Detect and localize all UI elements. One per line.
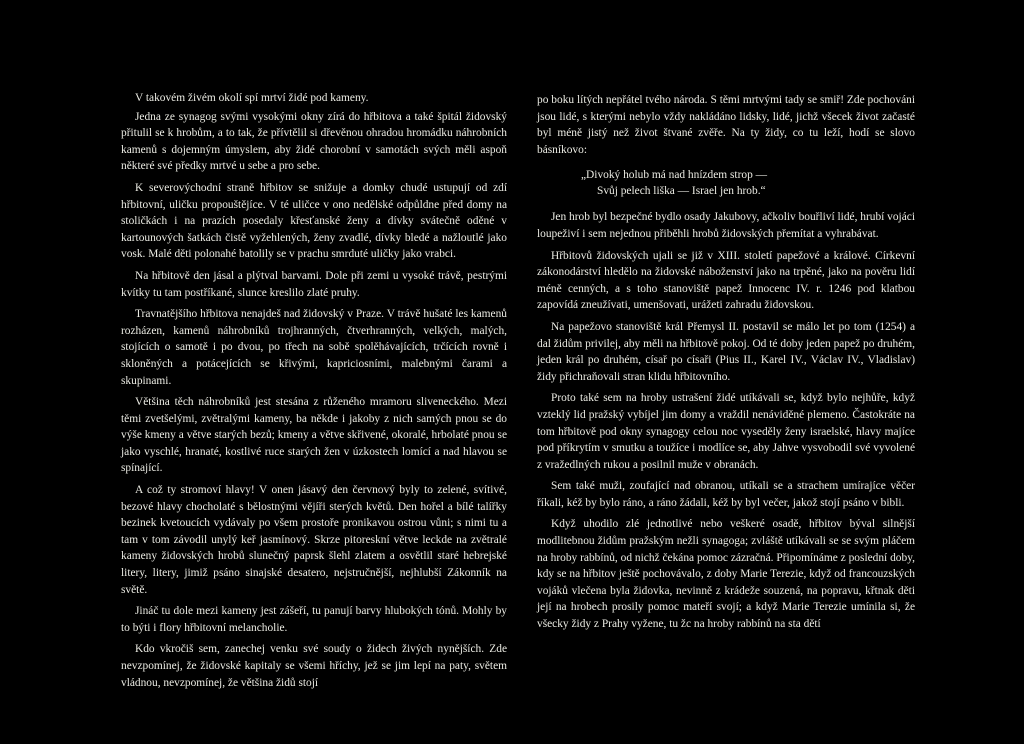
left-page-text: [121, 90, 507, 696]
left-paragraph-8: Jináč tu dole mezi kameny jest zášeří, tu panují barvy hlubokých tónů. Mohly by to býti i flory hřbitovní melancholie.: [121, 605, 507, 634]
right-paragraph-3: Na papežovo stanoviště král Přemysl II. postavil se málo let po tom (1254) a dal židům privilej, aby měli na hřbitově pokoj. Od té doby jeden papež po druhém, jeden král po druhém, císař po císaři (Pius II., Karel IV., Václav IV., Vladislav) židy přichraňovali stran klidu hřbitovního.: [537, 320, 915, 383]
left-paragraph-5: Travnatějšího hřbitova nenajdeš nad židovský v Praze. V trávě hušaté les kamenů rozházen, kamenů náhrobníků trojhranných, čtverhranných, velkých, malých, stojících o samotě i po dvou, po třech na sobě spolěhávajících, trčících rovně i skloněných a potácejících se křivými, kapriciosními, malebnými čarami a skupinami.: [121, 308, 507, 387]
right-paragraph-6: Když uhodilo zlé jednotlivé nebo veškeré osadě, hřbitov býval silnější modlitebnou židům pražským nežli synagoga; zvláště utíkávali se se svým pláčem na hroby rabbínů, od nichž čekána pomoc zázračná. Připomínáme z poslední doby, kdy se na hřbitov ještě pochovávalo, z doby Marie Terezie, když od francouzských vojáků vlečena byla židovka, nevinně z krádeže souzená, na popravu, křtnak děti její na hrobech prosily pomoc mateří svojí; a když Marie Terezie umínila si, že všecky židy z Prahy vyžene, tu žc na hroby rabbínů na sta dětí: [537, 518, 915, 631]
left-paragraph-6: Většina těch náhrobníků jest stesána z růženého mramoru sliveneckého. Mezi těmi zvetšelými, zvětralými kameny, ba někde i jakoby z nich samých pnou se do výše kmeny a větve starých bezů; kmeny a větve skřivené, okoralé, hrbolaté pnou se jako vyschlé, hranaté, kostlivé ruce starých žen v úzkostech lomící a nad hlavou se spínající.: [121, 396, 507, 475]
left-paragraph-3: K severovýchodní straně hřbitov se snižuje a domky chudé ustupují od zdí hřbitovní, uličku propouštějíce. V té uličce v ono nedělské odpůldne před domy na stoličkách i na prazích posedaly křesťanské ženy a dívky svátečně oděné v kartounových šatkách čistě vyžehlených, ženy zvadlé, dívky bledé a nažloutlé jako vosk. Malé děti polonahé batolily se v prachu smrduté uličky jako vrabci.: [121, 181, 507, 261]
right-paragraph-2: Hřbitovů židovských ujali se již v XIII. století papežové a králové. Církevní zákonodárství hledělo na židovské náboženství jako na trpěné, jako na pověru lidí méně cenných, a s toho stanoviště papež Innocenc IV. r. 1246 pod klatbou zapovídá zneužívati, umenšovati, urážeti zahradu židovskou.: [537, 249, 915, 312]
poem-quote: [537, 167, 915, 199]
left-paragraph-7: A což ty stromoví hlavy! V onen jásavý den červnový byly to zelené, svítivé, bezové hlavy chocholaté s bělostnými vějíři sterých květů. Den hořel a bílé talířky bezinek kvetoucích vydávaly po všem prostoře pronikavou ostrou vůni; s nimi tu a tam v tom závodil unylý keř jasmínový. Skrze pitoreskní větve leckde na zvětralé kameny židovských hrobů slunečný paprsk šlehl zlatem a osvětlil staré hebrejské litery, litery, jimiž psáno sinajské desatero, nejstručnější, nejhlubší Zákonník na světě.: [121, 484, 507, 596]
left-paragraph-2: Jedna ze synagog svými vysokými okny zírá do hřbitova a také špitál židovský přitulil se k hrobům, a to tak, že přívtělil si dřevěnou ohradou hromádku náhrobních kamenů s dojemným úmyslem, aby židé chorobní v samotách svých měli aspoň některé své předky mrtvé u sebe a pro sebe.: [121, 110, 507, 173]
right-intro-paragraph: po boku lítých nepřátel tvého národa. S těmi mrtvými tady se smiř! Zde pochováni jsou lidé, s kterými nebylo vždy nakládáno lidsky, lidé, jichž všecek život začasté byl méně jistý než život štvané zvěře. Na ty židy, co tu leží, hodí se slovo básníkovo:: [537, 94, 915, 156]
left-paragraph-1: V takovém živém okolí spí mrtví židé pod kameny.: [135, 92, 369, 104]
right-paragraph-5: Sem také muži, zoufající nad obranou, utíkali se a strachem umírajíce věčer říkali, kéž by bylo ráno, a ráno žádali, kéž by byl večer, jakož stojí psáno v bibli.: [537, 480, 915, 509]
poem-line-1: „Divoký holub má nad hnízdem strop —: [581, 169, 768, 182]
right-page-text: [537, 92, 915, 638]
poem-line-2: Svůj pelech liška — Israel jen hrob.“: [597, 185, 766, 198]
right-paragraph-1: Jen hrob byl bezpečné bydlo osady Jakubovy, ačkoliv bouřliví lidé, hrubí vojáci loupeživí i sem nejednou přiběhli hrobů židovských přemítat a vyhrabávat.: [537, 211, 915, 240]
right-paragraph-4: Proto také sem na hroby ustrašení židé utíkávali se, když bylo nejhůře, když vzteklý lid pražský vybíjel jim domy a vraždil nenáviděné plemeno. Častokráte na tom hřbitově pod okny synagogy celou noc vyseděly ženy israelské, hlavy majíce pod příkrytím v smutku a toužíce i modlíce se, aby Jahve vysvobodil své vyvolené z vražedlných rukou a posilnil muže v obranách.: [537, 392, 915, 471]
left-paragraph-4: Na hřbitově den jásal a plýtval barvami. Dole při zemi u vysoké trávě, pestrými kvítky tu tam postříkané, slunce kreslilo zlaté pruhy.: [121, 269, 507, 299]
left-paragraph-9: Kdo vkročiš sem, zanechej venku své soudy o židech živých nynějších. Zde nevzpomínej, že židovské kapitaly se všemi hříchy, jež se jim lepí na paty, světem vládnou, nevzpomínej, že většina židů stojí: [121, 643, 507, 689]
